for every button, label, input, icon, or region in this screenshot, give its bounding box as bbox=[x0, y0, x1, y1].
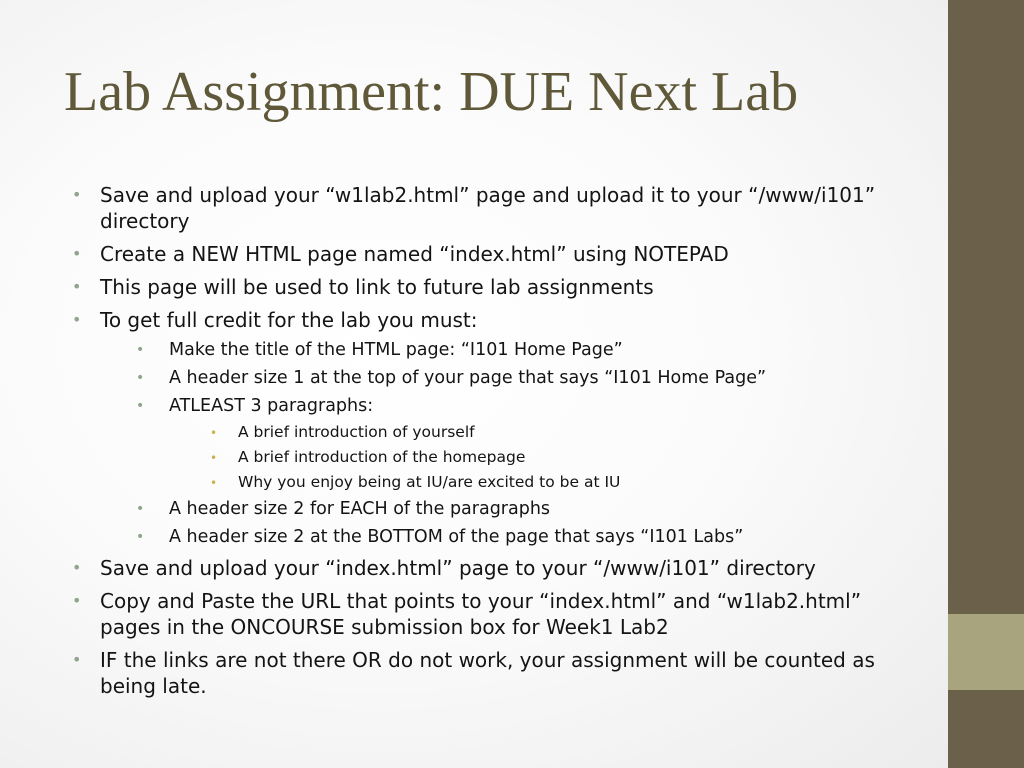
bullet-icon: • bbox=[210, 476, 218, 490]
bullet-item bbox=[72, 241, 912, 267]
sub-sub-bullet-item bbox=[210, 447, 912, 467]
bullet-text: IF the links are not there OR do not work, your assignment will be counted as being late. bbox=[100, 648, 875, 698]
bullet-icon: • bbox=[72, 277, 82, 296]
bullet-text: Save and upload your “index.html” page to your “/www/i101” directory bbox=[100, 556, 816, 580]
bullet-icon: • bbox=[136, 529, 145, 545]
bullet-item bbox=[72, 274, 912, 300]
sub-sub-bullet-text: A brief introduction of yourself bbox=[238, 423, 475, 441]
bullet-item bbox=[72, 555, 912, 581]
sub-bullet-item bbox=[136, 498, 912, 520]
sub-bullet-text: A header size 2 at the BOTTOM of the page that says “I101 Labs” bbox=[169, 527, 744, 547]
slide-body bbox=[72, 182, 912, 706]
bullet-icon: • bbox=[136, 370, 145, 386]
bullet-item bbox=[72, 588, 912, 640]
sub-sub-bullet-item bbox=[210, 422, 912, 442]
sub-bullet-text: A header size 1 at the top of your page that says “I101 Home Page” bbox=[169, 368, 767, 388]
sub-bullet-text: A header size 2 for EACH of the paragraphs bbox=[169, 499, 551, 519]
bullet-text: Save and upload your “w1lab2.html” page and upload it to your “/www/i101” directory bbox=[100, 183, 876, 233]
bullet-icon: • bbox=[72, 244, 82, 263]
slide-title: Lab Assignment: DUE Next Lab bbox=[64, 61, 799, 123]
sub-sub-bullet-list bbox=[210, 422, 912, 492]
bullet-icon: • bbox=[72, 310, 82, 329]
sub-sub-bullet-text: Why you enjoy being at IU/are excited to be at IU bbox=[238, 473, 621, 491]
sub-bullet-text: Make the title of the HTML page: “I101 Home Page” bbox=[169, 340, 623, 360]
bullet-icon: • bbox=[210, 426, 218, 440]
bullet-text: To get full credit for the lab you must: bbox=[100, 308, 478, 332]
bullet-icon: • bbox=[72, 650, 82, 669]
bullet-icon: • bbox=[72, 591, 82, 610]
sub-bullet-item bbox=[136, 526, 912, 548]
bullet-icon: • bbox=[72, 185, 82, 204]
sub-bullet-list bbox=[136, 339, 912, 548]
bullet-list bbox=[72, 182, 912, 699]
sub-bullet-item bbox=[136, 367, 912, 389]
sub-sub-bullet-text: A brief introduction of the homepage bbox=[238, 448, 526, 466]
bullet-text: Copy and Paste the URL that points to your “index.html” and “w1lab2.html” pages in the ONCOURSE submission box for Week1 Lab2 bbox=[100, 589, 862, 639]
sub-sub-bullet-item bbox=[210, 472, 912, 492]
bullet-icon: • bbox=[136, 342, 145, 358]
bullet-icon: • bbox=[136, 501, 145, 517]
bullet-text: Create a NEW HTML page named “index.html” using NOTEPAD bbox=[100, 242, 729, 266]
bullet-icon: • bbox=[136, 398, 145, 414]
bullet-text: This page will be used to link to future lab assignments bbox=[100, 275, 654, 299]
bullet-icon: • bbox=[210, 451, 218, 465]
sub-bullet-item bbox=[136, 339, 912, 361]
bullet-icon: • bbox=[72, 558, 82, 577]
decorative-sidebar-accent bbox=[948, 614, 1024, 690]
sub-bullet-item bbox=[136, 395, 912, 492]
sub-bullet-text: ATLEAST 3 paragraphs: bbox=[169, 396, 374, 416]
bullet-item bbox=[72, 647, 912, 699]
bullet-item bbox=[72, 307, 912, 548]
bullet-item bbox=[72, 182, 912, 234]
